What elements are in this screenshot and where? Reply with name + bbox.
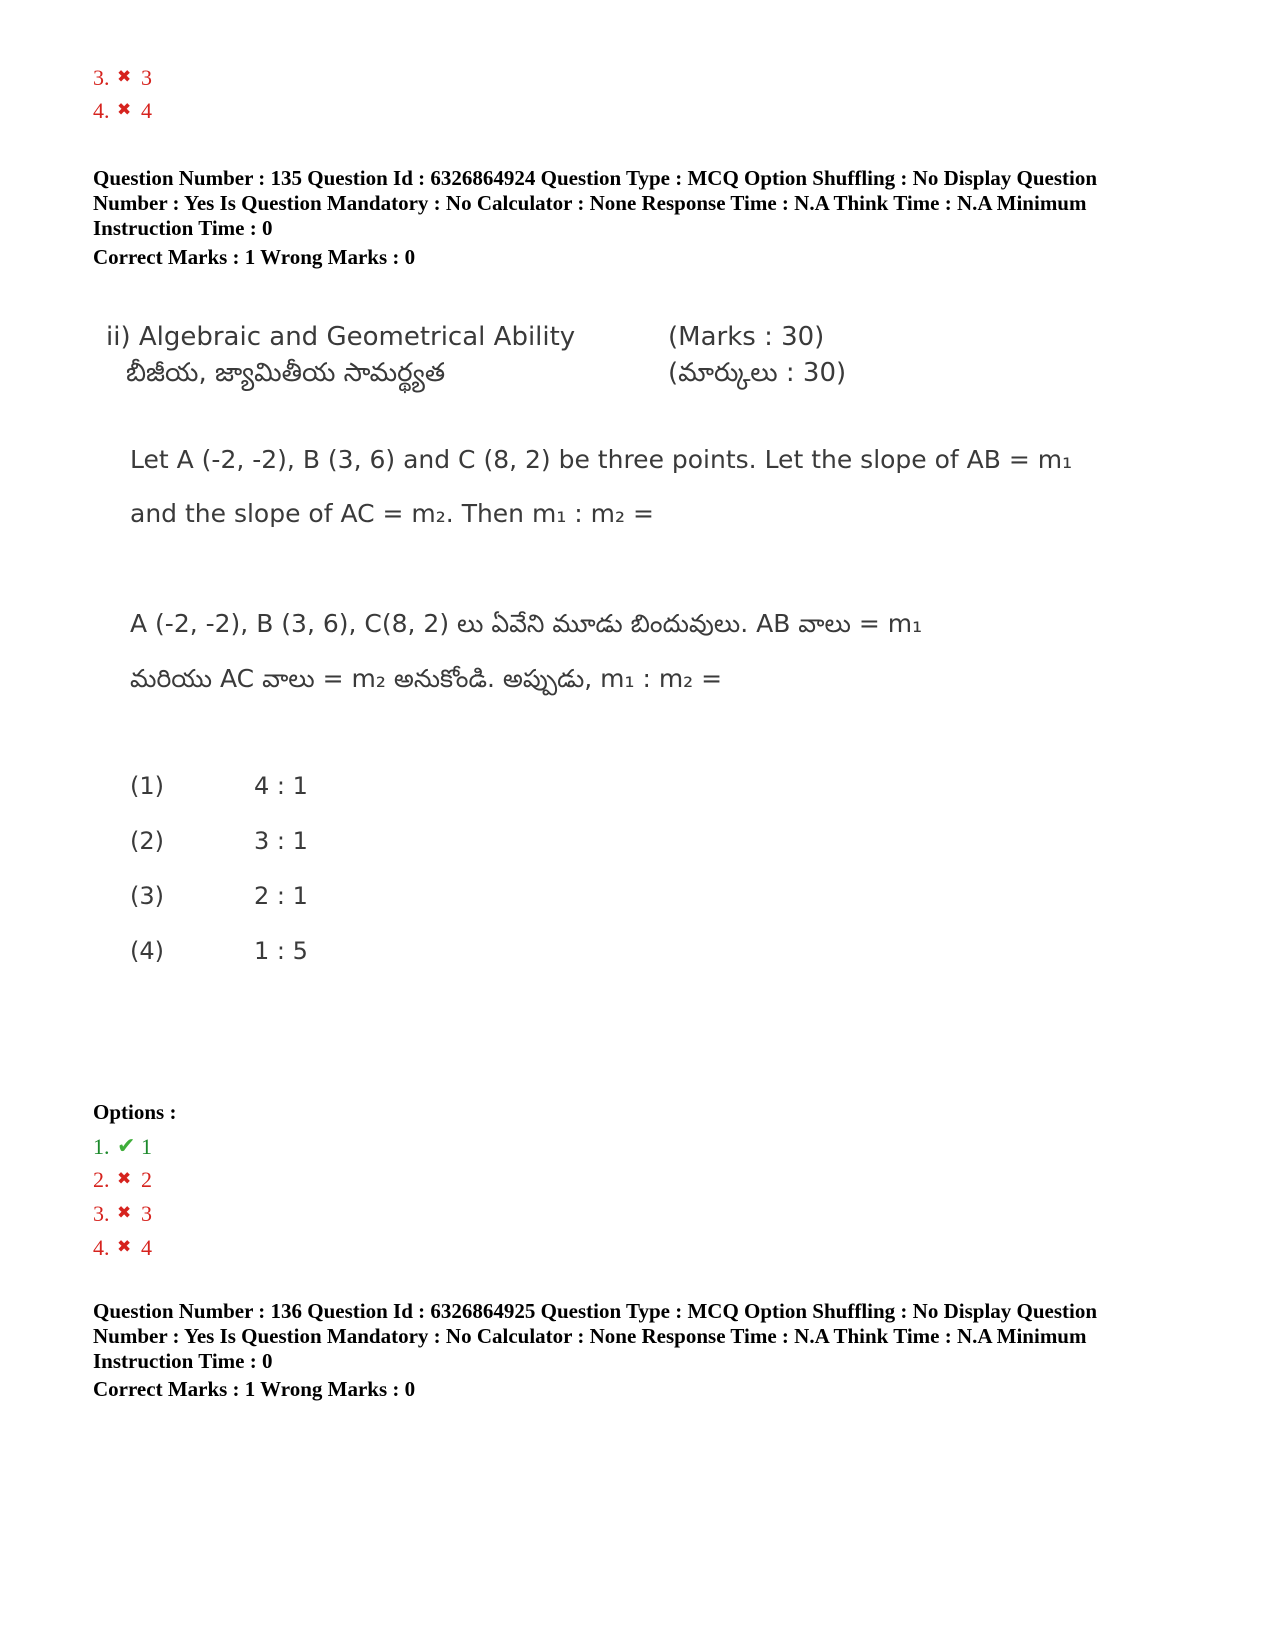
marks-line: Correct Marks : 1 Wrong Marks : 0 xyxy=(93,1377,416,1401)
choice-value: 2 : 1 xyxy=(254,882,308,910)
choice-value: 1 : 5 xyxy=(254,937,308,965)
question-text-te-1: A (-2, -2), B (3, 6), C(8, 2) లు ఏవేని మూడు బిందువులు. AB వాలు = m₁ xyxy=(130,609,923,638)
meta-line: Question Number : 135 Question Id : 6326864924 Question Type : MCQ Option Shuffling : No Display Question xyxy=(93,166,1098,190)
option-3 xyxy=(93,1200,152,1227)
question-135-body xyxy=(100,322,1100,1030)
question-135-meta xyxy=(93,166,1193,241)
option-number: 4. xyxy=(93,1235,110,1260)
prev-option-3 xyxy=(93,64,152,91)
check-icon: ✔ xyxy=(117,1133,136,1158)
choice-label: (2) xyxy=(130,827,164,855)
option-value: 2 xyxy=(141,1167,152,1192)
question-136-marks xyxy=(93,1377,1193,1402)
option-4 xyxy=(93,1234,152,1261)
option-number: 3. xyxy=(93,1201,110,1226)
cross-icon: ✖ xyxy=(117,1203,132,1222)
cross-icon: ✖ xyxy=(117,100,132,119)
choice-value: 4 : 1 xyxy=(254,772,308,800)
choice-value: 3 : 1 xyxy=(254,827,308,855)
meta-line: Instruction Time : 0 xyxy=(93,216,273,240)
question-text-en-2: and the slope of AC = m₂. Then m₁ : m₂ = xyxy=(130,499,654,528)
option-value: 3 xyxy=(141,65,152,90)
option-2 xyxy=(93,1166,152,1193)
option-value: 4 xyxy=(141,1235,152,1260)
option-value: 3 xyxy=(141,1201,152,1226)
marks-line: Correct Marks : 1 Wrong Marks : 0 xyxy=(93,245,416,269)
option-number: 3. xyxy=(93,65,110,90)
question-text-te-2: మరియు AC వాలు = m₂ అనుకోండి. అప్పుడు, m₁ : m₂ = xyxy=(130,664,723,693)
option-number: 4. xyxy=(93,98,110,123)
option-1 xyxy=(93,1133,152,1160)
section-title-en: ii) Algebraic and Geometrical Ability xyxy=(106,322,576,352)
choice-label: (1) xyxy=(130,772,164,800)
meta-line: Question Number : 136 Question Id : 6326864925 Question Type : MCQ Option Shuffling : No Display Question xyxy=(93,1299,1098,1323)
section-title-te: బీజీయ, జ్యామితీయ సామర్థ్యత xyxy=(126,358,446,388)
option-number: 2. xyxy=(93,1167,110,1192)
option-value: 1 xyxy=(141,1134,152,1159)
question-136-meta xyxy=(93,1299,1193,1374)
options-label: Options : xyxy=(93,1100,177,1124)
meta-line: Number : Yes Is Question Mandatory : No Calculator : None Response Time : N.A Think Time : N.A Minimum xyxy=(93,1324,1087,1348)
option-value: 4 xyxy=(141,98,152,123)
meta-line: Instruction Time : 0 xyxy=(93,1349,273,1373)
meta-line: Number : Yes Is Question Mandatory : No Calculator : None Response Time : N.A Think Time : N.A Minimum xyxy=(93,191,1087,215)
option-number: 1. xyxy=(93,1134,110,1159)
question-135-marks xyxy=(93,245,1193,270)
prev-option-4 xyxy=(93,97,152,124)
choice-label: (4) xyxy=(130,937,164,965)
cross-icon: ✖ xyxy=(117,1169,132,1188)
question-text-en-1: Let A (-2, -2), B (3, 6) and C (8, 2) be three points. Let the slope of AB = m₁ xyxy=(130,445,1073,474)
section-marks-te: (మార్కులు : 30) xyxy=(668,358,847,388)
choice-label: (3) xyxy=(130,882,164,910)
cross-icon: ✖ xyxy=(117,67,132,86)
cross-icon: ✖ xyxy=(117,1237,132,1256)
section-marks-en: (Marks : 30) xyxy=(668,322,825,352)
